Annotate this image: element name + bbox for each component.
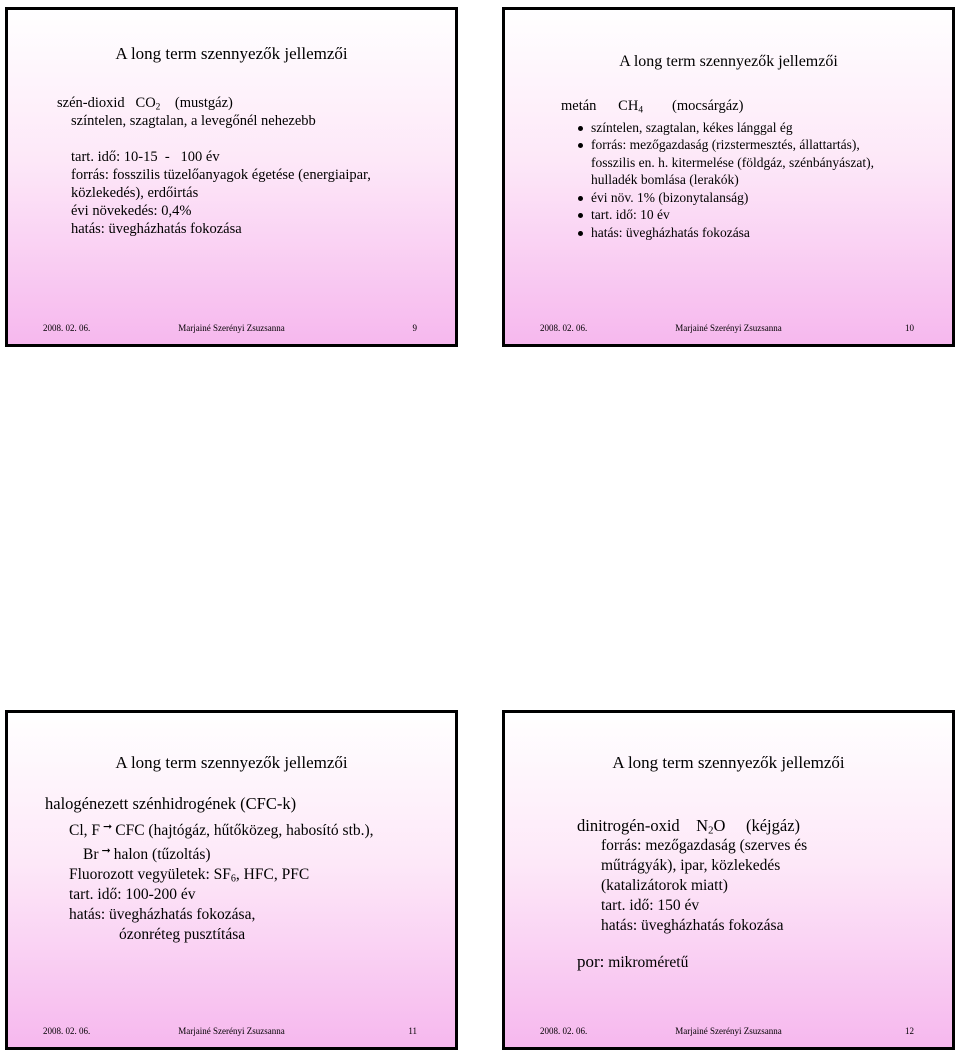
text-line: tart. idő: 150 év	[601, 897, 700, 914]
footer-date: 2008. 02. 06.	[540, 1026, 588, 1036]
slide-body	[45, 794, 374, 945]
slide-number: 9	[412, 323, 417, 333]
slide-number: 10	[905, 323, 914, 333]
text-line: hatás: üvegházhatás fokozása	[601, 917, 784, 934]
slide-footer	[8, 323, 455, 335]
slide-title: A long term szennyezők jellemzői	[115, 44, 348, 63]
slide-number: 11	[408, 1026, 417, 1036]
slide-body	[561, 98, 874, 241]
text-line: ózonréteg pusztítása	[119, 926, 246, 943]
text-line: hulladék bomlása (lerakók)	[591, 172, 739, 187]
text-line: forrás: fosszilis tüzelőanyagok égetése (energiaipar,	[71, 167, 371, 183]
slide-footer	[505, 1026, 952, 1038]
slide-title: A long term szennyezők jellemzői	[115, 753, 348, 772]
bullet-icon	[578, 196, 583, 201]
slide-title: A long term szennyezők jellemzői	[619, 53, 838, 70]
slide-12	[502, 710, 955, 1050]
cfc-heading: halogénezett szénhidrogének (CFC-k)	[45, 794, 297, 813]
slide-11	[5, 710, 458, 1050]
text-line: tart. idő: 10-15 - 100 év	[71, 149, 220, 165]
text-line: Br ➞ halon (tűzoltás)	[45, 841, 374, 865]
bullet-item: forrás: mezőgazdaság (rizstermesztés, állattartás),	[561, 136, 874, 154]
bullet-icon	[578, 231, 583, 236]
slide-footer	[505, 323, 952, 335]
dust-label: por:	[577, 952, 605, 971]
slide-10	[502, 7, 955, 347]
bullet-item: színtelen, szagtalan, kékes lánggal ég	[561, 119, 874, 137]
text-line: Fluorozott vegyületek: $SF_6$, HFC, PFC	[69, 866, 310, 885]
bullet-icon	[578, 126, 583, 131]
n2o-heading: dinitrogén-oxid $N_2O$ (kéjgáz)	[577, 816, 801, 837]
slide-9	[5, 7, 458, 347]
text-line: műtrágyák), ipar, közlekedés	[601, 857, 781, 874]
text-line: hatás: üvegházhatás fokozása,	[69, 906, 256, 923]
methane-heading: metán $CH_4$ (mocsárgáz)	[561, 98, 744, 116]
slide-body	[577, 816, 807, 973]
text-line: Cl, F ➞ CFC (hajtógáz, hűtőközeg, habosító stb.),	[45, 817, 374, 841]
bullet-item: tart. idő: 10 év	[561, 206, 874, 224]
slide-body	[57, 94, 371, 238]
dust-value: mikroméretű	[608, 954, 689, 971]
slide-title: A long term szennyezők jellemzői	[612, 753, 845, 772]
bullet-icon	[578, 143, 583, 148]
footer-author: Marjainé Szerényi Zsuzsanna	[675, 1026, 782, 1036]
bullet-icon	[578, 213, 583, 218]
bullet-item: hatás: üvegházhatás fokozása	[561, 224, 874, 242]
footer-author: Marjainé Szerényi Zsuzsanna	[675, 323, 782, 333]
footer-date: 2008. 02. 06.	[43, 1026, 91, 1036]
footer-author: Marjainé Szerényi Zsuzsanna	[178, 323, 285, 333]
footer-author: Marjainé Szerényi Zsuzsanna	[178, 1026, 285, 1036]
footer-date: 2008. 02. 06.	[540, 323, 588, 333]
text-line: színtelen, szagtalan, a levegőnél nehezebb	[71, 113, 316, 129]
footer-date: 2008. 02. 06.	[43, 323, 91, 333]
text-line: forrás: mezőgazdaság (szerves és	[601, 837, 808, 854]
arrow-icon: ➞	[103, 821, 113, 833]
text-line: tart. idő: 100-200 év	[69, 886, 196, 903]
bullet-item: évi növ. 1% (bizonytalanság)	[561, 189, 874, 207]
text-line: (katalizátorok miatt)	[601, 877, 728, 894]
slide-footer	[8, 1026, 455, 1038]
text-line: fosszilis en. h. kitermelése (földgáz, szénbányászat),	[591, 154, 875, 170]
dust-line	[577, 952, 807, 973]
text-line: közlekedés), erdőirtás	[71, 185, 199, 201]
slide-number: 12	[905, 1026, 914, 1036]
arrow-icon: ➞	[101, 845, 111, 857]
co2-heading: szén-dioxid $CO_2$ (mustgáz)	[57, 95, 233, 113]
text-line: hatás: üvegházhatás fokozása	[71, 221, 242, 237]
text-line: évi növekedés: 0,4%	[71, 203, 192, 219]
